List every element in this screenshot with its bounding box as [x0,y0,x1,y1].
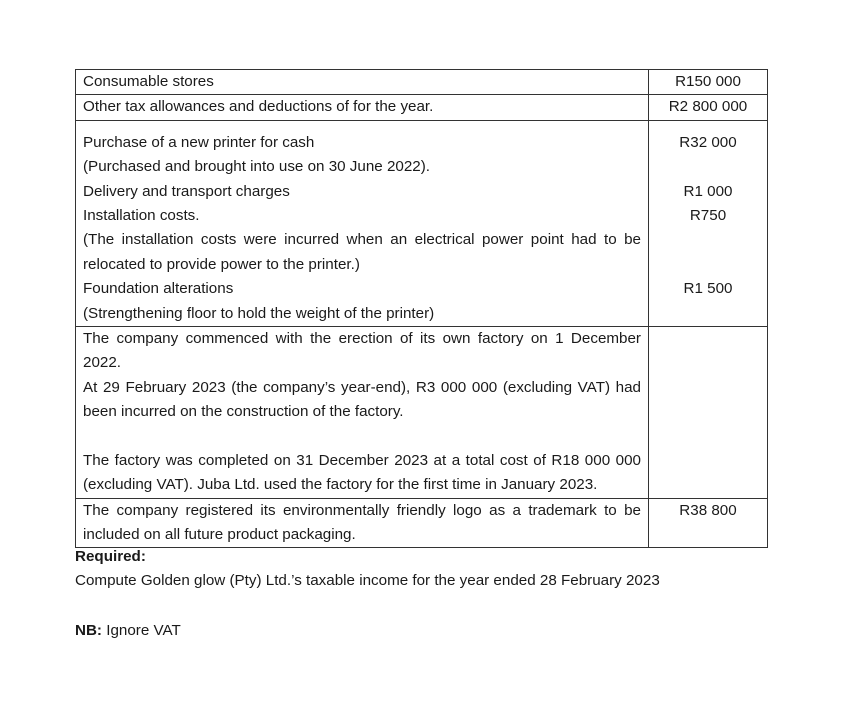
factory-amount-cell [649,327,768,498]
factory-description-cell [76,327,649,498]
trademark-line-1: The company registered its environmentally friendly logo as a trademark to be [83,501,641,519]
foundation-alterations-amount: R1 500 [683,280,733,298]
required-heading: Required: [75,548,146,565]
printer-purchase-text: Purchase of a new printer for cash [83,133,315,151]
trademark-amount: R38 800 [649,498,768,548]
row-amount: R2 800 000 [649,95,768,120]
trademark-description-cell [76,498,649,548]
row-description: Consumable stores [76,70,649,95]
printer-purchase-note: (Purchased and brought into use on 30 June 2022). [83,158,431,176]
tax-information-table [75,69,768,548]
required-instruction: Compute Golden glow (Pty) Ltd.’s taxable income for the year ended 28 February 2023 [75,572,660,589]
printer-purchase-amount: R32 000 [679,133,737,151]
foundation-note: (Strengthening floor to hold the weight of the printer) [83,304,435,322]
row-description: Other tax allowances and deductions of for the year. [76,95,649,120]
factory-line-5: (excluding VAT). Juba Ltd. used the factory for the first time in January 2023. [83,476,598,494]
factory-line-3: been incurred on the construction of the factory. [83,403,404,421]
nb-note [75,621,181,641]
installation-costs-amount: R750 [689,207,727,225]
printer-amount-cell [649,120,768,326]
printer-description-cell [76,120,649,326]
nb-label: NB: [75,622,102,639]
table-row-printer [76,120,768,326]
table-row [76,95,768,120]
trademark-line-2: included on all future product packaging. [83,525,356,543]
factory-line-4: The factory was completed on 31 December 2023 at a total cost of R18 000 000 [83,451,641,469]
factory-line-1: The company commenced with the erection of its own factory on 1 December 2022. [83,330,641,372]
table-row-factory [76,327,768,498]
foundation-alterations-text: Foundation alterations [83,280,234,298]
installation-note-line-2: relocated to provide power to the printer.) [83,255,360,273]
row-amount: R150 000 [649,70,768,95]
nb-text: Ignore VAT [102,622,181,639]
delivery-charges-amount: R1 000 [683,182,733,200]
table-row [76,70,768,95]
installation-costs-text: Installation costs. [83,207,200,225]
factory-line-2: At 29 February 2023 (the company’s year-end), R3 000 000 (excluding VAT) had [83,378,641,396]
table-row-trademark [76,498,768,548]
delivery-charges-text: Delivery and transport charges [83,182,290,200]
installation-note-line-1: (The installation costs were incurred when an electrical power point had to be [83,231,641,249]
